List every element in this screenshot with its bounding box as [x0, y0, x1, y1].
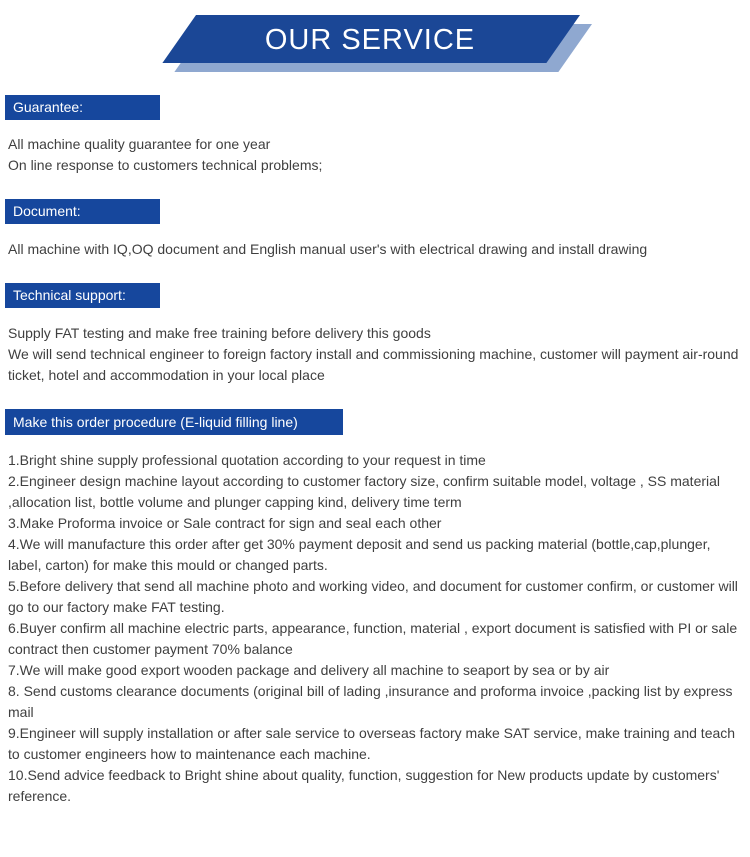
procedure-step: 9.Engineer will supply installation or after sale service to overseas factory make SAT service, make training and teach to customer engineers how to maintenance each machine.	[8, 725, 736, 762]
section-body-document	[0, 239, 750, 260]
procedure-step: 8. Send customs clearance documents (original bill of lading ,insurance and proforma invoice ,packing list by express mail	[8, 683, 733, 720]
procedure-step: 3.Make Proforma invoice or Sale contract for sign and seal each other	[8, 515, 442, 531]
technical-support-line: We will send technical engineer to foreign factory install and commissioning machine, customer will payment air-round ticket, hotel and accommodation in your local place	[8, 346, 739, 383]
section-body-order-procedure	[0, 450, 750, 807]
service-banner	[0, 0, 750, 95]
guarantee-line: On line response to customers technical problems;	[8, 157, 323, 173]
guarantee-line: All machine quality guarantee for one year	[8, 136, 271, 152]
technical-support-line: Supply FAT testing and make free training before delivery this goods	[8, 325, 431, 341]
procedure-step: 5.Before delivery that send all machine photo and working video, and document for customer confirm, or customer will go to our factory make FAT testing.	[8, 578, 738, 615]
section-heading-guarantee: Guarantee:	[5, 95, 160, 120]
procedure-step: 10.Send advice feedback to Bright shine about quality, function, suggestion for New products update by customers' reference.	[8, 767, 720, 804]
section-heading-technical-support: Technical support:	[5, 283, 160, 308]
procedure-step: 6.Buyer confirm all machine electric parts, appearance, function, material , export document is satisfied with PI or sale contract then customer payment 70% balance	[8, 620, 738, 657]
section-heading-order-procedure: Make this order procedure (E-liquid filling line)	[5, 409, 343, 435]
procedure-step: 1.Bright shine supply professional quotation according to your request in time	[8, 452, 486, 468]
procedure-step: 4.We will manufacture this order after get 30% payment deposit and send us packing material (bottle,cap,plunger, label, carton) for make this mould or changed parts.	[8, 536, 711, 573]
procedure-step: 2.Engineer design machine layout according to customer factory size, confirm suitable model, voltage , SS material ,allocation list, bottle volume and plunger capping kind, delivery time term	[8, 473, 721, 510]
procedure-step: 7.We will make good export wooden package and delivery all machine to seaport by sea or by air	[8, 662, 610, 678]
section-body-guarantee	[0, 134, 750, 176]
document-line: All machine with IQ,OQ document and English manual user's with electrical drawing and install drawing	[8, 241, 648, 257]
page-title: OUR SERVICE	[264, 24, 476, 56]
section-heading-document: Document:	[5, 199, 160, 224]
section-body-technical-support	[0, 323, 750, 386]
